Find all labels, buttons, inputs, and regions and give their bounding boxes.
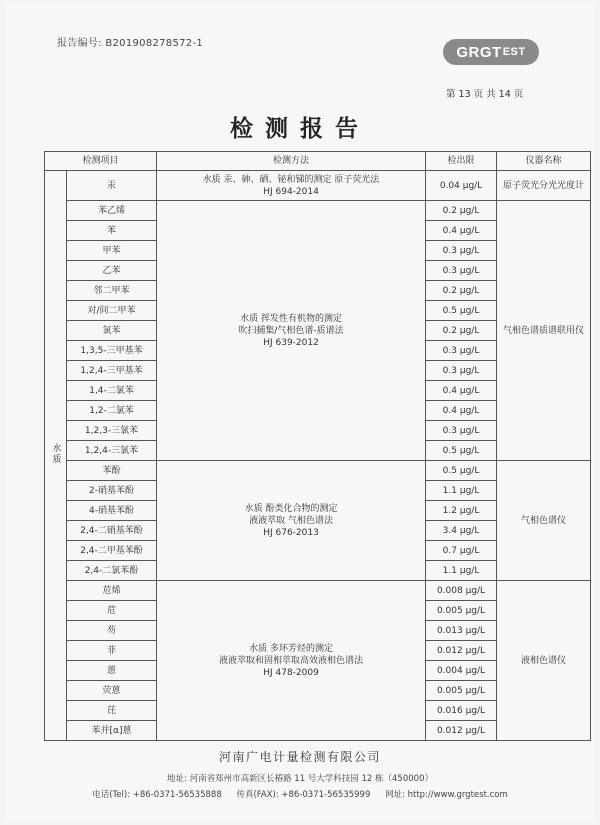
organization-address: 地址: 河南省郑州市高新区长椿路 11 号大学科技园 12 栋（450000） (167, 774, 433, 784)
limit-cell: 3.4 μg/L (426, 521, 497, 541)
method-cell (157, 201, 426, 461)
item-cell: 芴 (67, 621, 157, 641)
report-number: 报告编号: B201908278572-1 (57, 38, 204, 49)
page-number: 第 13 页 共 14 页 (446, 89, 524, 100)
item-cell: 菲 (67, 641, 157, 661)
limit-cell: 0.013 μg/L (426, 621, 497, 641)
item-cell: 苯乙烯 (67, 201, 157, 221)
item-cell: 2,4-二甲基苯酚 (67, 541, 157, 561)
method-cell (157, 171, 426, 201)
limit-cell: 0.3 μg/L (426, 261, 497, 281)
phone: 电话(Tel): +86-0371-56535888 (92, 790, 222, 800)
item-cell: 荧蒽 (67, 681, 157, 701)
limit-cell: 0.005 μg/L (426, 681, 497, 701)
item-cell: 1,2,4-三甲基苯 (67, 361, 157, 381)
item-cell: 芘 (67, 701, 157, 721)
item-cell: 甲苯 (67, 241, 157, 261)
results-table (44, 151, 591, 741)
method-line: HJ 639-2012 (263, 337, 319, 348)
header-method: 检测方法 (157, 152, 426, 171)
limit-cell: 1.1 μg/L (426, 481, 497, 501)
category-label: 水质 (50, 442, 61, 465)
item-cell: 1,4-二氯苯 (67, 381, 157, 401)
limit-cell: 0.012 μg/L (426, 641, 497, 661)
limit-cell: 0.5 μg/L (426, 301, 497, 321)
limit-cell: 0.008 μg/L (426, 581, 497, 601)
item-cell: 1,2,3-三氯苯 (67, 421, 157, 441)
method-line: 吹扫捕集/气相色谱-质谱法 (238, 325, 344, 336)
item-cell: 蒽 (67, 661, 157, 681)
table-row (45, 171, 591, 201)
item-cell: 苊 (67, 601, 157, 621)
method-cell (157, 581, 426, 741)
item-cell: 1,2,4-三氯苯 (67, 441, 157, 461)
item-cell: 苯酚 (67, 461, 157, 481)
item-cell: 苯并[α]蒽 (67, 721, 157, 741)
method-line: 水质 汞、砷、硒、铋和锑的测定 原子荧光法 (202, 174, 380, 185)
item-cell: 1,2-二氯苯 (67, 401, 157, 421)
method-line: HJ 694-2014 (263, 186, 319, 197)
table-row (45, 201, 591, 221)
item-cell: 2,4-二硝基苯酚 (67, 521, 157, 541)
fax: 传真(FAX): +86-0371-56535999 (236, 790, 371, 800)
header-instrument: 仪器名称 (497, 152, 591, 171)
method-line: 水质 挥发性有机物的测定 (240, 313, 342, 324)
item-cell: 苯 (67, 221, 157, 241)
contact-line (0, 788, 600, 800)
method-line: 水质 酚类化合物的测定 (244, 503, 338, 514)
item-cell: 2-硝基苯酚 (67, 481, 157, 501)
limit-cell: 0.016 μg/L (426, 701, 497, 721)
table-row (45, 461, 591, 481)
limit-cell: 0.4 μg/L (426, 401, 497, 421)
limit-cell: 0.2 μg/L (426, 281, 497, 301)
item-cell: 1,3,5-三甲基苯 (67, 341, 157, 361)
header-limit: 检出限 (426, 152, 497, 171)
instrument-cell: 原子荧光分光光度计 (497, 171, 591, 201)
limit-cell: 0.3 μg/L (426, 241, 497, 261)
method-line: 液液萃取和固相萃取高效液相色谱法 (219, 655, 364, 666)
item-cell: 4-硝基苯酚 (67, 501, 157, 521)
limit-cell: 1.1 μg/L (426, 561, 497, 581)
report-title: 检测报告 (230, 116, 370, 142)
limit-cell: 0.3 μg/L (426, 421, 497, 441)
limit-cell: 0.04 μg/L (426, 171, 497, 201)
item-cell: 乙苯 (67, 261, 157, 281)
limit-cell: 0.7 μg/L (426, 541, 497, 561)
item-cell: 对/间二甲苯 (67, 301, 157, 321)
limit-cell: 0.004 μg/L (426, 661, 497, 681)
instrument-cell: 气相色谱仪 (497, 461, 591, 581)
table-header-row (45, 152, 591, 171)
limit-cell: 0.012 μg/L (426, 721, 497, 741)
method-line: 液液萃取 气相色谱法 (249, 515, 333, 526)
table-row (45, 581, 591, 601)
instrument-cell: 液相色谱仪 (497, 581, 591, 741)
logo-text: GRGT (456, 43, 502, 61)
limit-cell: 0.4 μg/L (426, 381, 497, 401)
grgtest-logo (443, 39, 539, 65)
website-link[interactable]: 网址: http://www.grgtest.com (385, 790, 508, 800)
limit-cell: 0.2 μg/L (426, 321, 497, 341)
category-cell (45, 171, 67, 741)
logo-suffix: EST (502, 46, 526, 58)
header-item: 检测项目 (45, 152, 157, 171)
method-cell (157, 461, 426, 581)
item-cell: 汞 (67, 171, 157, 201)
item-cell: 邻二甲苯 (67, 281, 157, 301)
limit-cell: 1.2 μg/L (426, 501, 497, 521)
item-cell: 苊烯 (67, 581, 157, 601)
item-cell: 2,4-二氯苯酚 (67, 561, 157, 581)
limit-cell: 0.4 μg/L (426, 221, 497, 241)
method-line: HJ 676-2013 (263, 527, 319, 538)
method-line: 水质 多环芳烃的测定 (249, 643, 333, 654)
instrument-cell: 气相色谱质谱联用仪 (497, 201, 591, 461)
limit-cell: 0.5 μg/L (426, 461, 497, 481)
limit-cell: 0.2 μg/L (426, 201, 497, 221)
item-cell: 氯苯 (67, 321, 157, 341)
limit-cell: 0.005 μg/L (426, 601, 497, 621)
limit-cell: 0.3 μg/L (426, 341, 497, 361)
organization-name: 河南广电计量检测有限公司 (218, 750, 381, 764)
limit-cell: 0.5 μg/L (426, 441, 497, 461)
method-line: HJ 478-2009 (263, 667, 319, 678)
limit-cell: 0.3 μg/L (426, 361, 497, 381)
